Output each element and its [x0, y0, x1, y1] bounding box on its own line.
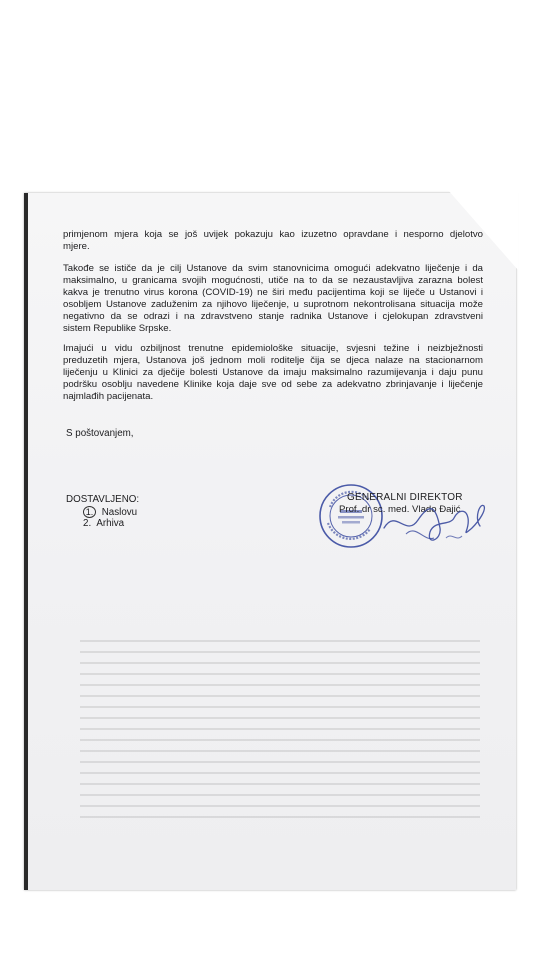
delivery-list — [66, 494, 139, 530]
delivery-item — [66, 506, 139, 519]
paragraph-line: kakva je trenutno virus korona (COVID-19) ne širi među pacijentima koji se liječe u Ustanovi i — [63, 287, 483, 299]
delivery-item-number: 2. — [83, 518, 92, 529]
paragraph-line: najmlađih pacijenata. — [63, 391, 154, 403]
paragraph-line: mjere. — [63, 241, 90, 253]
delivery-item — [66, 518, 139, 530]
handwritten-signature-icon — [376, 498, 492, 550]
delivery-item-label: Naslovu — [101, 506, 138, 518]
paragraph-line: sistem Republike Srpske. — [63, 323, 172, 335]
paragraph-1 — [63, 229, 483, 253]
paragraph-line: preduzetih mjera, Ustanova još jednom moli roditelje čija se djeca nalaze na stacionarnom — [63, 355, 483, 367]
director-title: GENERALNI DIREKTOR — [347, 492, 463, 503]
paragraph-line: Imajući u vidu ozbiljnost trenutne epidemiološke situacije, svjesni težine i neizbježnosti — [63, 343, 483, 354]
delivery-item-number: 1. — [83, 506, 96, 518]
closing-greeting: S poštovanjem, — [66, 428, 134, 439]
reverse-side-bleed-through — [80, 640, 480, 830]
paragraph-line: osobljem Ustanove zaduženim za njihovo liječenje, u suprotnom nekontrolisana situacija može — [63, 299, 483, 311]
paragraph-3 — [63, 343, 483, 403]
paragraph-line: maksimalno, u granicama svojih mogućnosti, utiče na to da se nezaustavljiva zarazna bolest — [63, 275, 483, 287]
director-name: Prof. dr sc. med. Vlado Đajić — [339, 504, 461, 515]
delivery-heading: DOSTAVLJENO: — [66, 494, 140, 505]
delivery-item-label: Arhiva — [96, 518, 125, 529]
paragraph-line: liječenju u Klinici za dječije bolesti Ustanove da imaju maksimalno razumijevanja i daju punu — [63, 367, 483, 379]
paragraph-line: podršku osoblju navedene Klinike koja daje sve od sebe za adekvatno zbrinjavanje i liječenje — [63, 379, 483, 391]
paragraph-line: Takođe se ističe da je cilj Ustanove da svim stanovnicima omogući adekvatno liječenje i da — [63, 263, 483, 274]
paragraph-2 — [63, 263, 483, 336]
paragraph-line: negativno da se odrazi i na zdravstveno stanje radnika Ustanove i cjelokupan zdravstveni — [63, 311, 483, 323]
page-edge-shadow — [24, 193, 28, 890]
paragraph-line: primjenom mjera koja se još uvijek pokazuju kao izuzetno opravdane i nesporno djelotvo — [63, 229, 483, 240]
